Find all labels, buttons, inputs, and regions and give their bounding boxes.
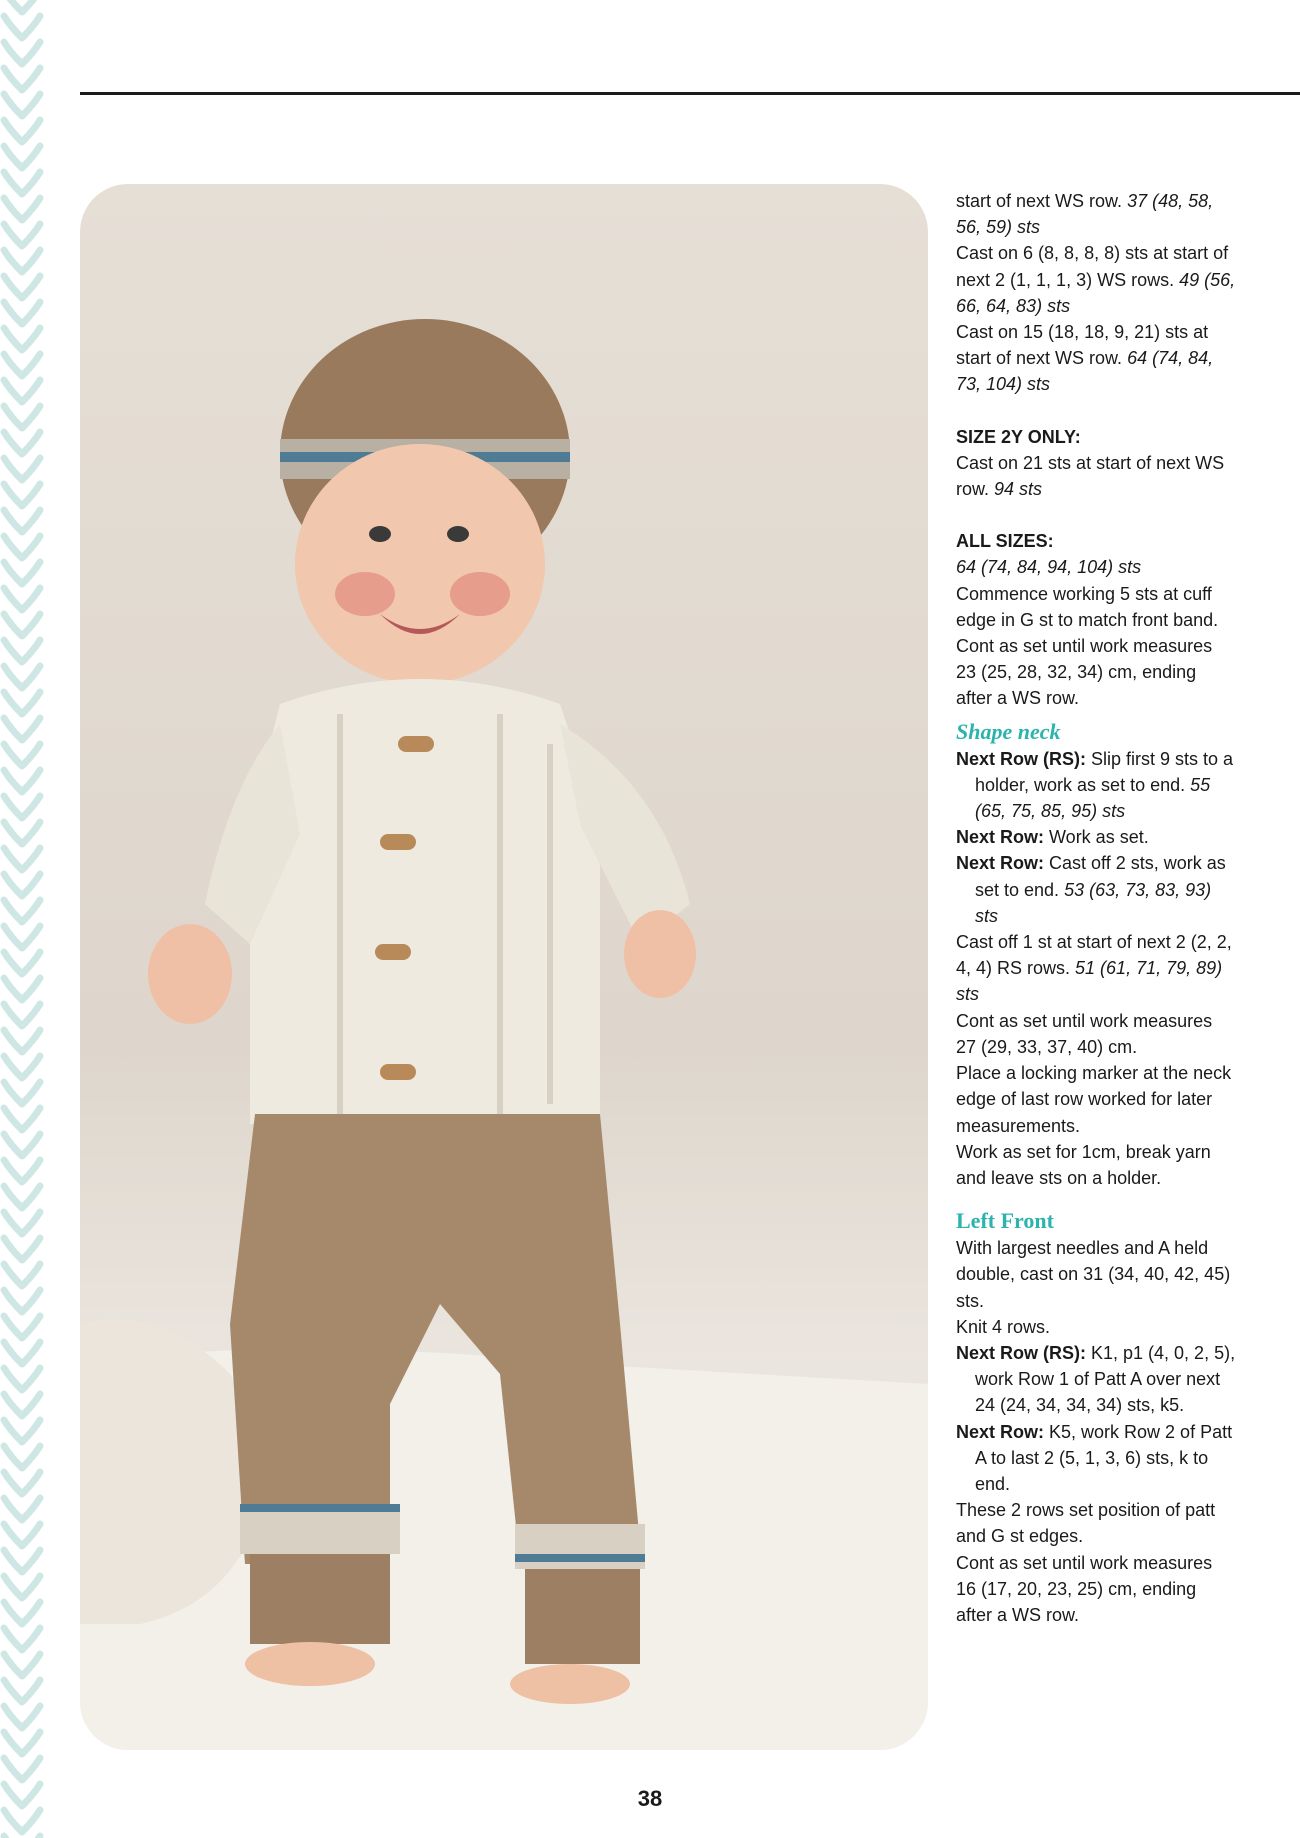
knit-stitch-motif bbox=[4, 380, 40, 402]
knit-stitch-motif bbox=[4, 1628, 40, 1650]
knit-stitch-motif bbox=[4, 640, 40, 662]
knit-stitch-motif bbox=[4, 1784, 40, 1806]
knit-stitch-motif bbox=[4, 120, 40, 142]
knit-stitch-motif bbox=[4, 354, 40, 376]
knit-stitch-motif bbox=[4, 1732, 40, 1754]
decorative-knit-border bbox=[0, 0, 44, 1838]
stitch-count: 53 (63, 73, 83, 93) sts bbox=[975, 879, 1212, 926]
row-label: Next Row: bbox=[956, 853, 1045, 874]
paragraph: Cont as set until work measures 23 (25, 28, 32, 34) cm, ending after a WS row. bbox=[956, 636, 1213, 709]
knit-stitch-motif bbox=[4, 16, 40, 38]
knit-stitch-motif bbox=[4, 796, 40, 818]
knit-stitch-motif bbox=[4, 562, 40, 584]
row-label: Next Row: bbox=[956, 827, 1045, 848]
row-instruction bbox=[956, 824, 1236, 850]
knit-stitch-motif bbox=[4, 978, 40, 1000]
stitch-count: 37 (48, 58, 56, 59) sts bbox=[956, 191, 1214, 238]
knit-stitch-motif bbox=[4, 1342, 40, 1364]
knit-stitch-motif bbox=[4, 1680, 40, 1702]
section-heading-left-front: Left Front bbox=[956, 1208, 1054, 1234]
knit-stitch-motif bbox=[4, 224, 40, 246]
knit-stitch-motif bbox=[4, 1108, 40, 1130]
knit-stitch-motif bbox=[4, 94, 40, 116]
knit-stitch-motif bbox=[4, 146, 40, 168]
knit-stitch-motif bbox=[4, 952, 40, 974]
knit-stitch-motif bbox=[4, 510, 40, 532]
section-heading-shape-neck: Shape neck bbox=[956, 718, 1061, 744]
paragraph: Place a locking marker at the neck edge of last row worked for later measurements. bbox=[956, 1063, 1232, 1136]
knit-stitch-motif bbox=[4, 718, 40, 740]
knit-stitch-motif bbox=[4, 276, 40, 298]
paragraph: With largest needles and A held double, cast on 31 (34, 40, 42, 45) sts. bbox=[956, 1238, 1231, 1311]
knit-stitch-motif bbox=[4, 1706, 40, 1728]
knit-stitch-motif bbox=[4, 1394, 40, 1416]
knit-stitch-motif bbox=[4, 432, 40, 454]
knit-stitch-motif bbox=[4, 874, 40, 896]
knit-stitch-motif bbox=[4, 1290, 40, 1312]
stitch-count: 55 (65, 75, 85, 95) sts bbox=[975, 774, 1211, 822]
row-instruction bbox=[956, 1340, 1236, 1419]
knit-stitch-motif bbox=[4, 536, 40, 558]
knit-stitch-motif bbox=[4, 68, 40, 90]
knit-stitch-motif bbox=[4, 1160, 40, 1182]
knit-stitch-motif bbox=[4, 42, 40, 64]
row-label: Next Row (RS): bbox=[956, 748, 1086, 769]
paragraph bbox=[956, 450, 1236, 502]
instruction-text: Cast on 15 (18, 18, 9, 21) sts at start of next WS row. bbox=[956, 322, 1209, 369]
baby-photo bbox=[80, 184, 928, 1750]
knit-stitch-motif bbox=[4, 744, 40, 766]
paragraph: These 2 rows set position of patt and G st edges. bbox=[956, 1500, 1216, 1547]
knit-stitch-motif bbox=[4, 1264, 40, 1286]
knit-stitch-motif bbox=[4, 328, 40, 350]
instruction-text: Cast off 2 sts, work as set to end. bbox=[975, 853, 1226, 900]
knit-stitch-motif bbox=[4, 926, 40, 948]
knit-stitch-motif bbox=[4, 1576, 40, 1598]
knit-stitch-motif bbox=[4, 666, 40, 688]
knit-stitch-motif bbox=[4, 302, 40, 324]
knit-stitch-motif bbox=[4, 770, 40, 792]
knit-stitch-motif bbox=[4, 484, 40, 506]
knit-stitch-motif bbox=[4, 458, 40, 480]
knit-stitch-motif bbox=[4, 900, 40, 922]
stitch-count: 49 (56, 66, 64, 83) sts bbox=[956, 269, 1236, 316]
instruction-text: K1, p1 (4, 0, 2, 5), work Row 1 of Patt A over next 24 (24, 34, 34, 34) sts, k5. bbox=[975, 1342, 1236, 1416]
knit-stitch-motif bbox=[4, 1004, 40, 1026]
paragraph bbox=[956, 929, 1236, 1008]
paragraph: Cont as set until work measures 16 (17, 20, 23, 25) cm, ending after a WS row. bbox=[956, 1552, 1213, 1625]
knit-stitch-motif bbox=[4, 1238, 40, 1260]
page-number: 38 bbox=[637, 1786, 663, 1811]
knit-stitch-motif bbox=[4, 1368, 40, 1390]
knit-stitch-motif bbox=[4, 1446, 40, 1468]
instruction-text: start of next WS row. bbox=[956, 191, 1128, 211]
knit-stitch-motif bbox=[4, 406, 40, 428]
paragraph bbox=[956, 319, 1236, 398]
knit-stitch-motif bbox=[4, 1810, 40, 1832]
knit-stitch-motif bbox=[4, 1758, 40, 1780]
paragraph bbox=[956, 240, 1236, 319]
knit-stitch-motif bbox=[4, 1472, 40, 1494]
row-label: Next Row: bbox=[956, 1421, 1045, 1442]
knit-stitch-motif bbox=[4, 588, 40, 610]
knit-stitch-motif bbox=[4, 0, 40, 12]
paragraph bbox=[956, 188, 1236, 240]
knit-stitch-motif bbox=[4, 1056, 40, 1078]
knit-stitch-motif bbox=[4, 250, 40, 272]
instruction-text: K5, work Row 2 of Patt A to last 2 (5, 1, 3, 6) sts, k to end. bbox=[975, 1421, 1233, 1494]
stitch-count: 94 sts bbox=[994, 479, 1043, 500]
row-instruction bbox=[956, 1419, 1236, 1498]
knit-stitch-motif bbox=[4, 1212, 40, 1234]
knit-stitch-motif bbox=[4, 1498, 40, 1520]
size-heading: SIZE 2Y ONLY: bbox=[956, 426, 1081, 447]
instruction-text: Cast off 1 st at start of next 2 (2, 2, 4, 4) RS rows. bbox=[956, 932, 1232, 979]
knit-stitch-motif bbox=[4, 1524, 40, 1546]
row-label: Next Row (RS): bbox=[956, 1342, 1086, 1363]
instruction-text: Work as set. bbox=[1044, 827, 1149, 848]
knit-stitch-motif bbox=[4, 614, 40, 636]
paragraph: Work as set for 1cm, break yarn and leave sts on a holder. bbox=[956, 1141, 1211, 1188]
knit-stitch-motif bbox=[4, 1316, 40, 1338]
instruction-text: Cast on 21 sts at start of next WS row. bbox=[956, 452, 1225, 500]
stitch-count: 64 (74, 84, 94, 104) sts bbox=[956, 557, 1142, 578]
pattern-instructions bbox=[956, 188, 1236, 1628]
knit-stitch-motif bbox=[4, 198, 40, 220]
paragraph: Cont as set until work measures 27 (29, 33, 37, 40) cm. bbox=[956, 1010, 1213, 1057]
paragraph: Commence working 5 sts at cuff edge in G st to match front band. bbox=[956, 583, 1219, 630]
knit-stitch-motif bbox=[4, 172, 40, 194]
stitch-count: 51 (61, 71, 79, 89) sts bbox=[956, 958, 1223, 1005]
knit-stitch-motif bbox=[4, 692, 40, 714]
instruction-text: Slip first 9 sts to a holder, work as set to end. bbox=[975, 748, 1234, 795]
row-instruction bbox=[956, 746, 1236, 825]
knit-stitch-motif bbox=[4, 1030, 40, 1052]
knit-stitch-motif bbox=[4, 1550, 40, 1572]
row-instruction bbox=[956, 850, 1236, 929]
knit-stitch-motif bbox=[4, 848, 40, 870]
header-rule bbox=[80, 92, 1300, 95]
knit-stitch-motif bbox=[4, 1082, 40, 1104]
knit-stitch-motif bbox=[4, 1134, 40, 1156]
paragraph: Knit 4 rows. bbox=[956, 1316, 1051, 1337]
all-sizes-heading: ALL SIZES: bbox=[956, 531, 1054, 552]
stitch-count: 64 (74, 84, 73, 104) sts bbox=[956, 348, 1214, 395]
knit-stitch-motif bbox=[4, 1420, 40, 1442]
instruction-text: Cast on 6 (8, 8, 8, 8) sts at start of next 2 (1, 1, 1, 3) WS rows. bbox=[956, 243, 1229, 290]
knit-stitch-motif bbox=[4, 1602, 40, 1624]
knit-stitch-motif bbox=[4, 1186, 40, 1208]
knit-stitch-motif bbox=[4, 1654, 40, 1676]
knit-stitch-motif bbox=[4, 822, 40, 844]
